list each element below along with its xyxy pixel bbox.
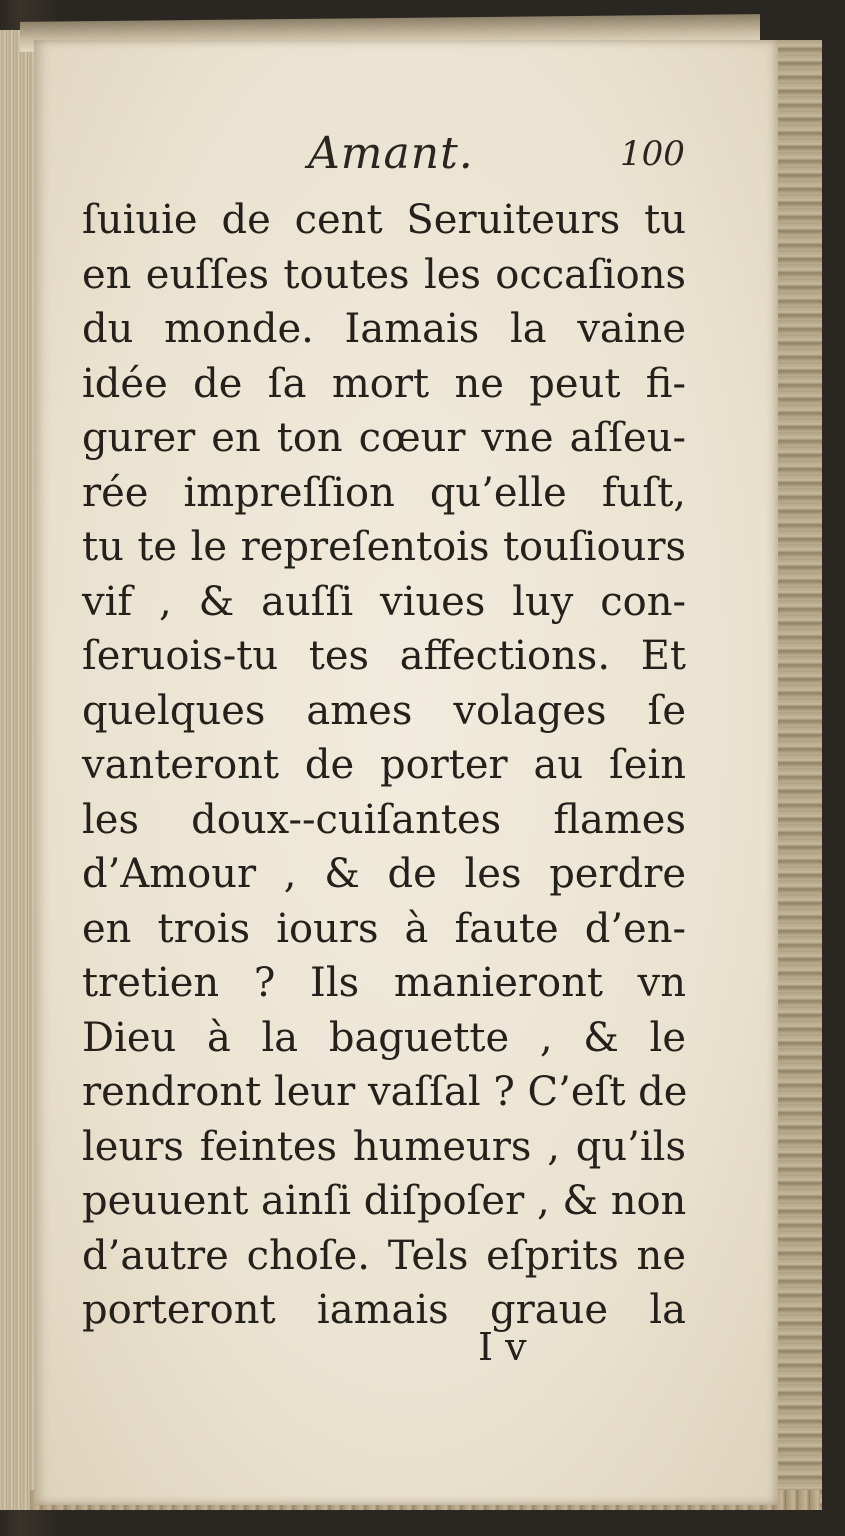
text-line: idée de ſa mort ne peut fi- bbox=[82, 360, 686, 407]
text-line: ſeruois-tu tes affections. Et bbox=[82, 633, 686, 679]
text-line: vanteront de porter au ſein bbox=[82, 742, 686, 788]
text-line: quelques ames volages ſe bbox=[82, 687, 686, 734]
text-line: rendront leur vaſſal ? C’eſt de bbox=[82, 1069, 688, 1115]
page-number: 100 bbox=[620, 134, 685, 174]
text-line: d’autre choſe. Tels eſprits ne bbox=[82, 1232, 686, 1279]
text-line: vif , & auſſi viues luy con- bbox=[82, 578, 686, 625]
text-line: ſuiuie de cent Seruiteurs tu bbox=[82, 197, 686, 243]
body-text bbox=[82, 193, 686, 1338]
page-header bbox=[0, 128, 845, 188]
text-line: peuuent ainſi diſpoſer , & non bbox=[82, 1178, 687, 1224]
text-line: les doux--cuiſantes flames bbox=[82, 796, 686, 843]
text-line: tretien ? Ils manieront vn bbox=[82, 960, 686, 1006]
text-line: porteront iamais graue la bbox=[82, 1287, 686, 1333]
text-line: d’Amour , & de les perdre bbox=[82, 851, 686, 897]
text-line: rée impreſſion qu’elle fuſt, bbox=[82, 469, 686, 516]
signature-mark: I v bbox=[478, 1325, 527, 1369]
text-line: gurer en ton cœur vne aſſeu- bbox=[82, 415, 686, 461]
text-line: leurs feintes humeurs , qu’ils bbox=[82, 1123, 686, 1170]
text-line: en trois iours à faute d’en- bbox=[82, 905, 686, 952]
running-title: Amant. bbox=[308, 128, 474, 179]
text-line: en euſſes toutes les occaſions bbox=[82, 251, 686, 298]
text-line: Dieu à la baguette , & le bbox=[82, 1014, 686, 1061]
text-line: du monde. Iamais la vaine bbox=[82, 306, 686, 352]
text-line: tu te le repreſentois touſiours bbox=[82, 524, 686, 570]
